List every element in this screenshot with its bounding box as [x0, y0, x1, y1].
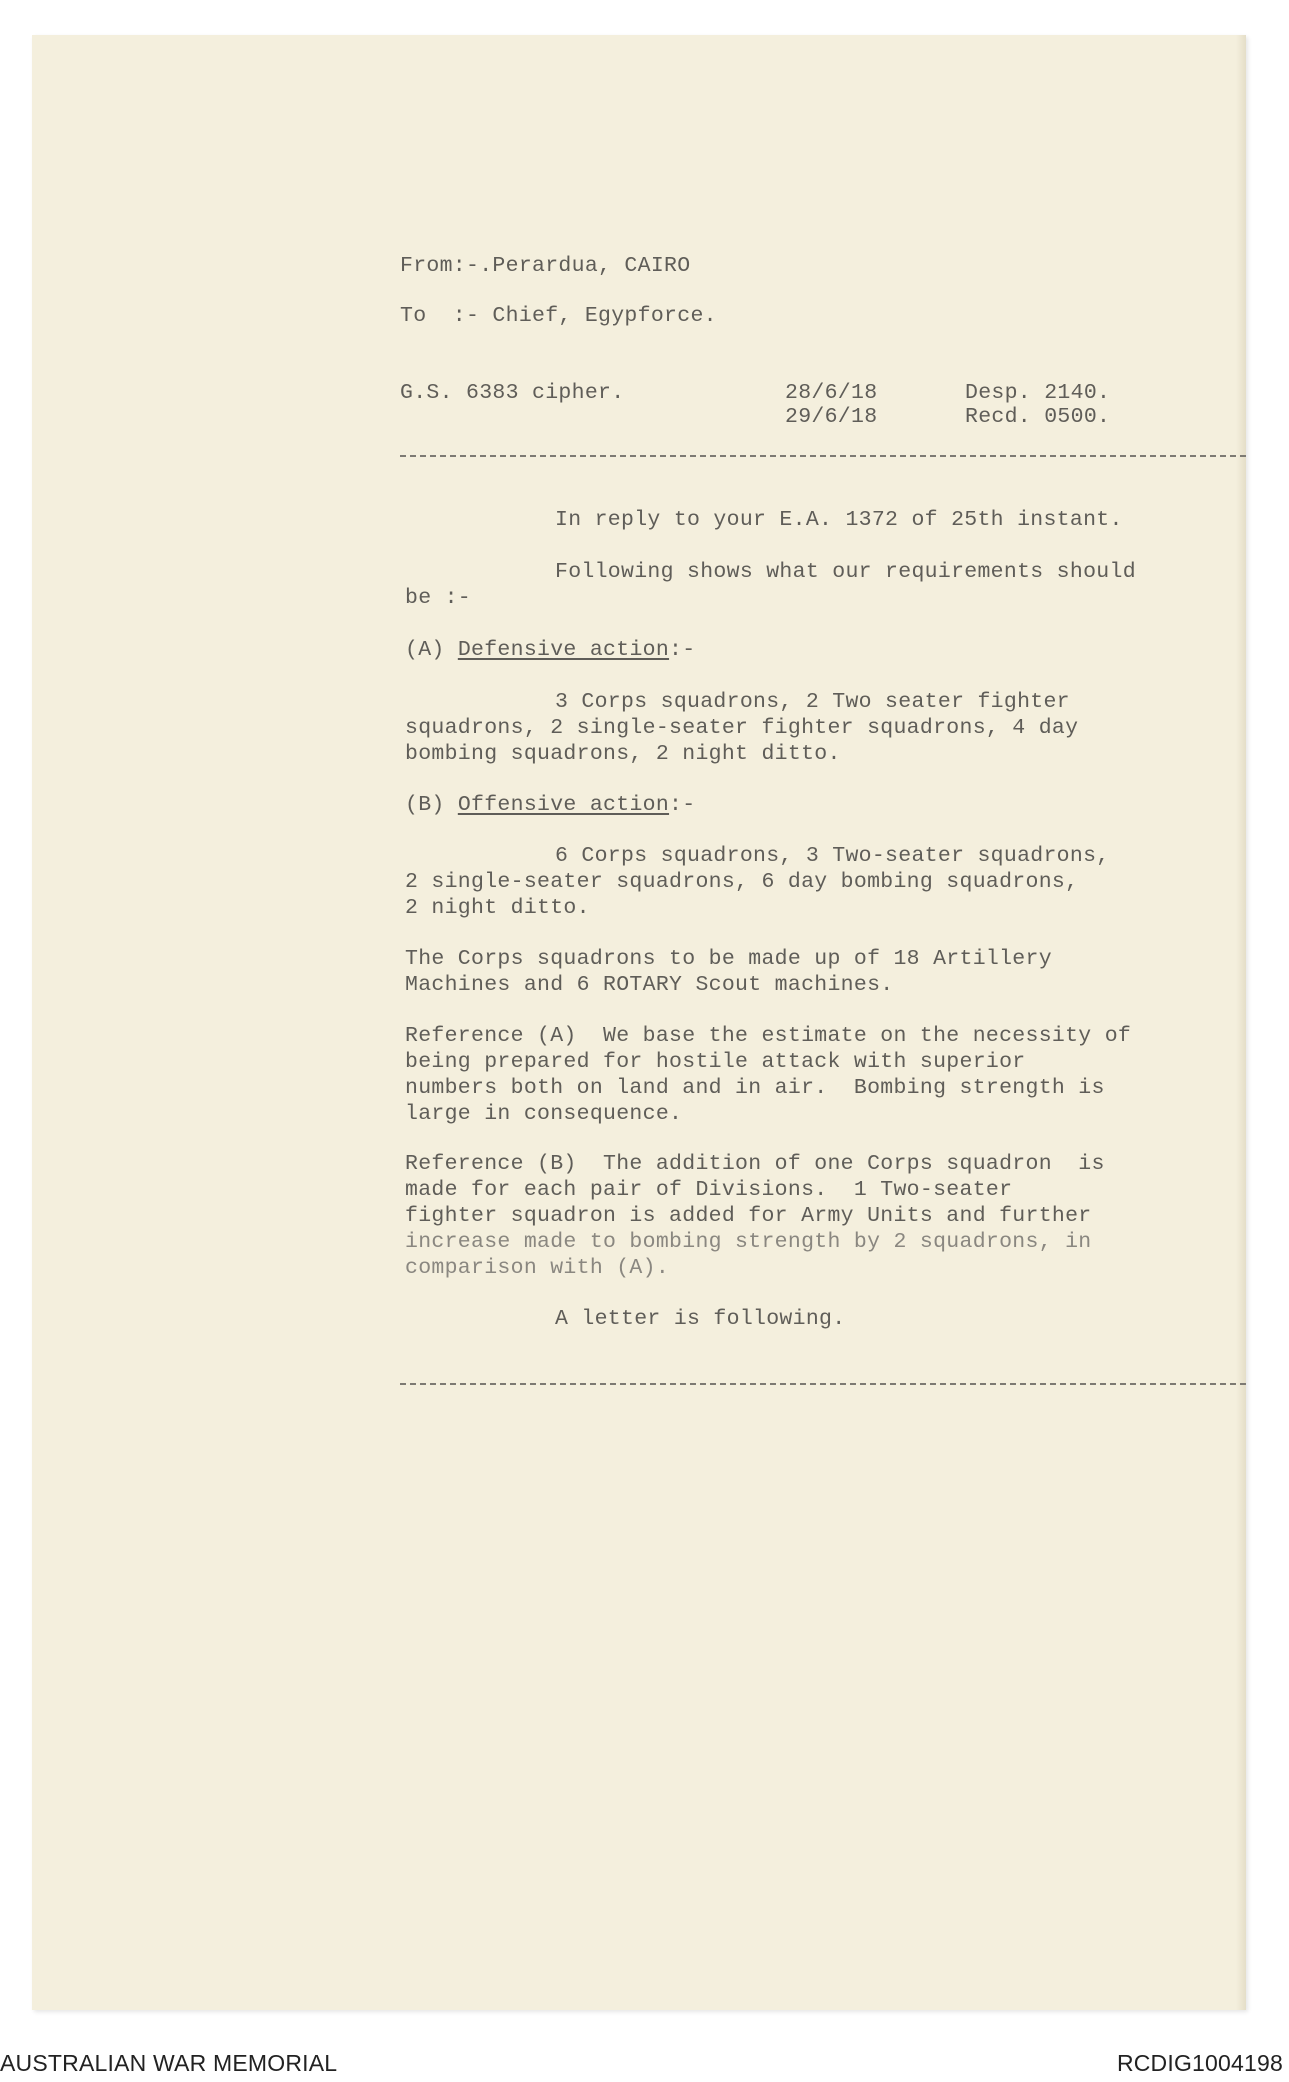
reference-a-text-1: Reference (A) We base the estimate on the necessity of [405, 1024, 1132, 1048]
section-a-title: Defensive action [457, 638, 670, 662]
reference-b-text-2: made for each pair of Divisions. 1 Two-seater [405, 1178, 1013, 1202]
section-b-heading [405, 792, 695, 818]
from-line: From:-.Perardua, CAIRO [400, 254, 691, 278]
reference-a-text-2: being prepared for hostile attack with superior [405, 1050, 1026, 1074]
section-b-title: Offensive action [457, 793, 670, 817]
reference-number: G.S. 6383 cipher. [400, 381, 625, 405]
reference-a-text-3: numbers both on land and in air. Bombing strength is [405, 1076, 1105, 1100]
reference-a-text-4: large in consequence. [405, 1102, 683, 1126]
reference-b-text-1: Reference (B) The addition of one Corps squadron is [405, 1152, 1105, 1176]
received-time: Recd. 0500. [965, 405, 1111, 429]
corps-text-1: The Corps squadrons to be made up of 18 Artillery [405, 947, 1052, 971]
section-a-suffix: :- [669, 638, 696, 662]
section-a-prefix: (A) [405, 638, 458, 662]
date-despatched: 28/6/18 [785, 381, 878, 405]
section-b-prefix: (B) [405, 793, 458, 817]
section-a-text-2: squadrons, 2 single-seater fighter squadrons, 4 day [405, 716, 1079, 740]
despatch-time: Desp. 2140. [965, 381, 1111, 405]
section-a-text-1: 3 Corps squadrons, 2 Two seater fighter [555, 690, 1070, 714]
section-a-text-3: bombing squadrons, 2 night ditto. [405, 742, 841, 766]
requirements-line: Following shows what our requirements should [555, 560, 1136, 584]
header-divider [400, 455, 1246, 457]
archive-credit: AUSTRALIAN WAR MEMORIAL [0, 2050, 338, 2076]
corps-text-2: Machines and 6 ROTARY Scout machines. [405, 973, 894, 997]
section-b-text-3: 2 night ditto. [405, 896, 590, 920]
section-b-text-2: 2 single-seater squadrons, 6 day bombing squadrons, [405, 870, 1079, 894]
reference-b-text-3: fighter squadron is added for Army Units and further [405, 1204, 1092, 1228]
section-a-heading [405, 637, 695, 663]
closing-line: A letter is following. [555, 1307, 846, 1331]
footer-divider [400, 1383, 1246, 1385]
reference-b-text-4: increase made to bombing strength by 2 squadrons, in [405, 1230, 1092, 1254]
date-received: 29/6/18 [785, 405, 878, 429]
section-b-suffix: :- [669, 793, 696, 817]
section-b-text-1: 6 Corps squadrons, 3 Two-seater squadrons, [555, 844, 1110, 868]
reference-b-text-5: comparison with (A). [405, 1256, 670, 1280]
reply-line: In reply to your E.A. 1372 of 25th instant. [555, 508, 1123, 532]
archive-reference: RCDIG1004198 [1116, 2050, 1283, 2076]
to-line: To :- Chief, Egypforce. [400, 304, 717, 328]
requirements-line-2: be :- [405, 586, 472, 610]
